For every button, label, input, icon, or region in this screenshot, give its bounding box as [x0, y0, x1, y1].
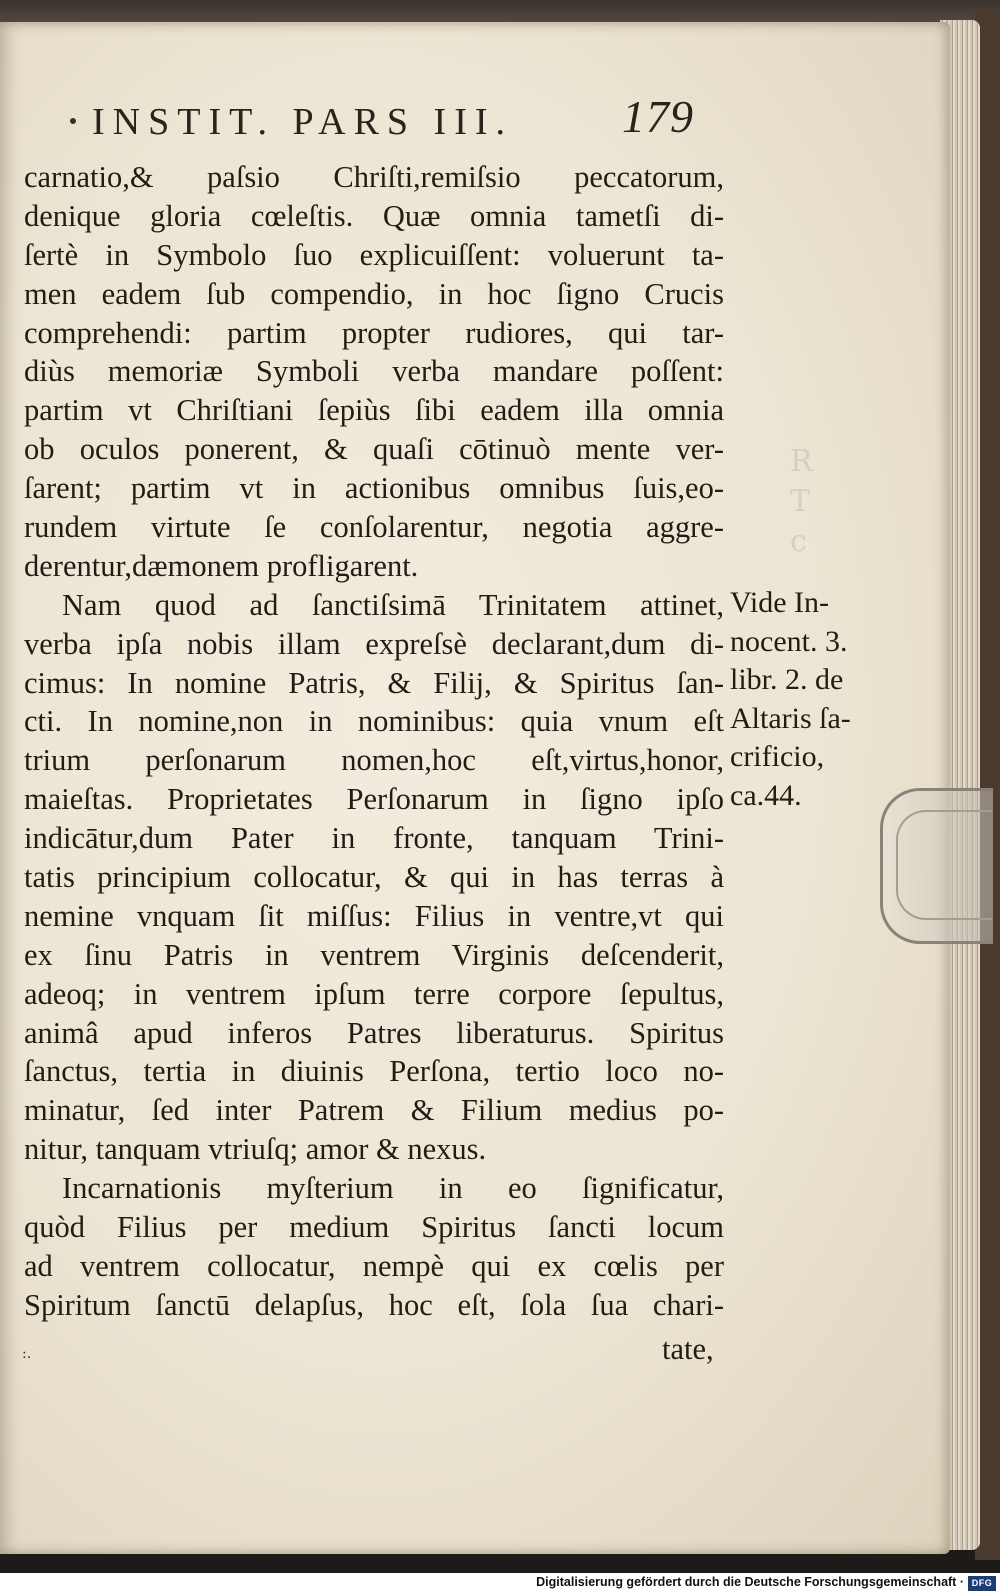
margin-note-line: Altaris ſa- — [730, 701, 851, 735]
text-line: nemine vnquam ſit miſſus: Filius in ventre,vt qui — [24, 898, 724, 933]
catchword: tate, — [662, 1332, 714, 1366]
text-line: ſarent; partim vt in actionibus omnibus ſuis,eo- — [24, 471, 724, 506]
text-line: adeoq; in ventrem ipſum terre corpore ſepultus, — [24, 976, 724, 1011]
text-line: Nam quod ad ſanctiſsimā Trinitatem attinet, — [62, 587, 724, 622]
page-clip-inner — [896, 810, 992, 920]
digitization-footer — [0, 1573, 1000, 1595]
text-line: rundem virtute ſe conſolarentur, negotia aggre- — [24, 510, 724, 545]
text-line: cti. In nomine,non in nominibus: quia vnum eſt — [24, 704, 724, 739]
text-line: nitur, tanquam vtriuſq; amor & nexus. — [24, 1132, 487, 1167]
text-line: ſertè in Symbolo ſuo explicuiſſent: voluerunt ta- — [24, 237, 724, 272]
text-line: diùs memoriæ Symboli verba mandare poſſent: — [24, 354, 724, 389]
funding-credit: Digitalisierung gefördert durch die Deutsche Forschungsgemeinschaft · — [536, 1575, 964, 1589]
text-line: trium perſonarum nomen,hoc eſt,virtus,honor, — [24, 743, 724, 778]
page-header — [0, 84, 950, 144]
text-line: minatur, ſed inter Patrem & Filium medius po- — [24, 1093, 724, 1128]
text-line: verba ipſa nobis illam expreſsè declarant,dum di- — [24, 626, 724, 661]
text-line: comprehendi: partim propter rudiores, qui tar- — [24, 315, 724, 350]
text-line: quòd Filius per medium Spiritus ſancti locum — [24, 1210, 724, 1245]
dfg-logo: DFG — [968, 1576, 996, 1591]
text-line: denique gloria cœleſtis. Quæ omnia tametſi di- — [24, 198, 724, 233]
text-line: partim vt Chriſtiani ſepiùs ſibi eadem illa omnia — [24, 393, 724, 428]
stray-mark: :. — [22, 1346, 32, 1362]
text-line: carnatio,& paſsio Chriſti,remiſsio peccatorum, — [24, 160, 724, 194]
text-line: ob oculos ponerent, & quaſi cōtinuò mente ver- — [24, 432, 724, 467]
text-line: derentur,dæmonem profligarent. — [24, 548, 419, 583]
text-line: animâ apud inferos Patres liberaturus. Spiritus — [24, 1015, 724, 1050]
text-line: tatis principium collocatur, & qui in has terras à — [24, 860, 724, 895]
margin-note-line: nocent. 3. — [730, 624, 848, 658]
text-line: ex ſinu Patris in ventrem Virginis deſcenderit, — [24, 937, 724, 972]
margin-note-line: crificio, — [730, 740, 825, 773]
header-dot-mark — [70, 118, 76, 124]
text-line: Incarnationis myſterium in eo ſignificatur, — [62, 1171, 724, 1206]
text-line: ſanctus, tertia in diuinis Perſona, tertio loco no- — [24, 1054, 724, 1089]
text-line: ad ventrem collocatur, nempè qui ex cœlis per — [24, 1248, 724, 1283]
text-line: indicātur,dum Pater in fronte, tanquam Trini- — [24, 821, 724, 856]
text-line: men eadem ſub compendio, in hoc ſigno Crucis — [24, 276, 724, 311]
margin-note — [730, 584, 880, 815]
running-head: INSTIT. PARS III. — [92, 101, 514, 143]
margin-note-line: Vide In- — [730, 586, 829, 619]
text-line: Spiritum ſanctū delapſus, hoc eſt, ſola ſua chari- — [24, 1287, 724, 1322]
text-line: cimus: In nomine Patris, & Filij, & Spiritus ſan- — [24, 665, 724, 700]
margin-note-line: ca.44. — [730, 778, 802, 812]
margin-note-line: libr. 2. de — [730, 663, 844, 696]
body-text-block — [24, 158, 724, 1325]
page-number: 179 — [622, 91, 694, 142]
show-through-ghost-text: R T c — [790, 444, 813, 559]
text-line: maieſtas. Proprietates Perſonarum in ſigno ipſo — [24, 782, 724, 817]
